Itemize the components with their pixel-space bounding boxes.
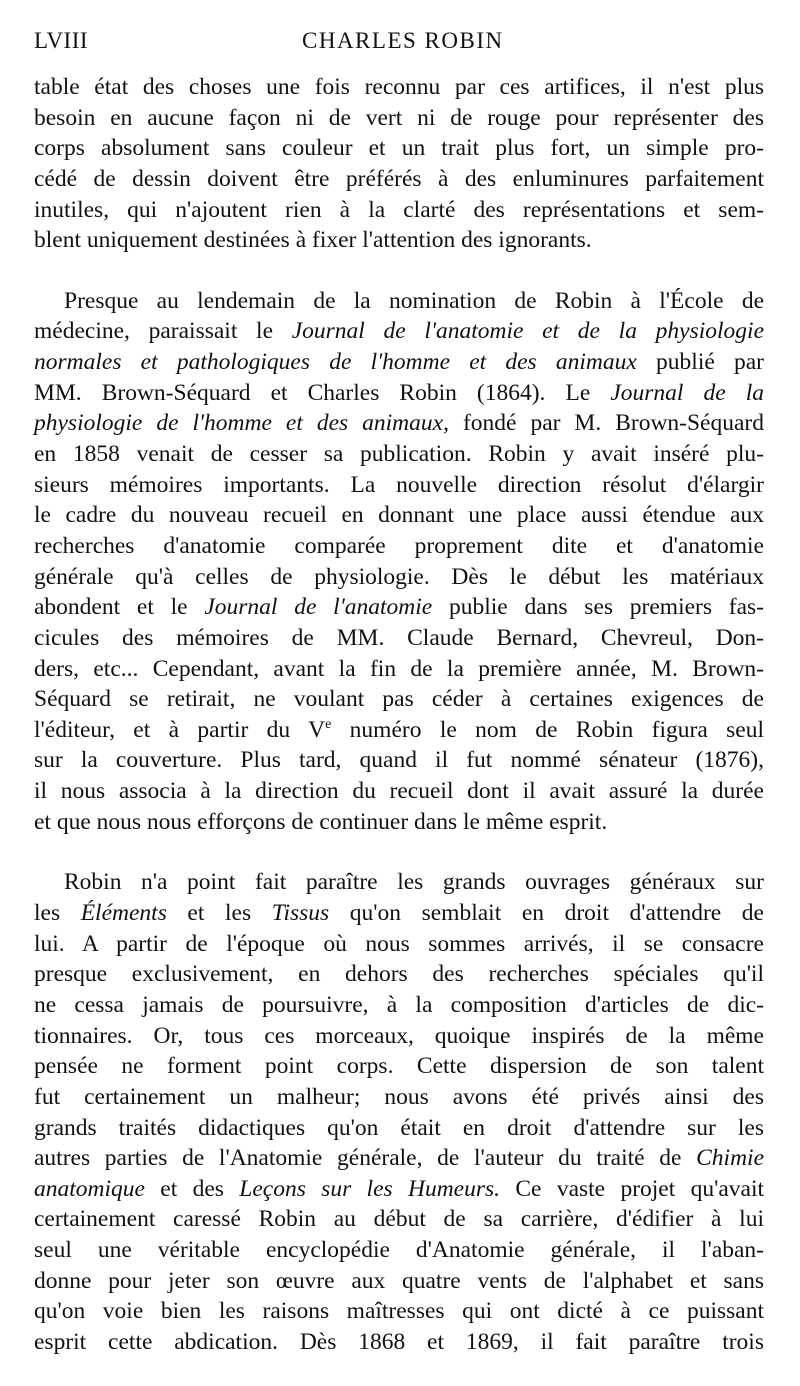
italic-text: Éléments	[80, 900, 167, 927]
text-segment: recherches d'anatomie comparée proprement dite et d'anatomie	[34, 532, 764, 559]
italic-text: normales et pathologiques de l'homme et des animaux	[34, 349, 637, 376]
text-line	[34, 867, 764, 898]
text-line	[34, 929, 764, 960]
text-segment: il nous associa à la direction du recueil dont il avait assuré la durée	[34, 778, 764, 805]
text-line	[34, 1296, 764, 1327]
text-segment: Séquard se retirait, ne voulant pas céder à certaines exigences de	[34, 686, 764, 713]
text-line	[34, 990, 764, 1021]
text-segment: esprit cette abdication. Dès 1868 et 1869, il fait paraître trois	[34, 1328, 764, 1355]
text-segment: le cadre du nouveau recueil en donnant une place aussi étendue aux	[34, 502, 764, 529]
text-line	[34, 1235, 764, 1266]
text-segment: les	[34, 900, 81, 927]
paragraph	[34, 286, 764, 838]
text-line	[34, 684, 764, 715]
text-line	[34, 439, 764, 470]
text-line	[34, 531, 764, 562]
text-line	[34, 225, 764, 256]
text-line	[34, 807, 764, 838]
italic-text: physiologie de l'homme et des animaux,	[34, 410, 449, 437]
text-segment: abondent et le	[34, 594, 205, 621]
text-segment: cédé de dessin doivent être préférés à des enluminures parfaitement	[34, 165, 764, 192]
text-segment: Robin n'a point fait paraître les grands ouvrages généraux sur	[64, 869, 764, 896]
page-header	[34, 28, 760, 64]
text-line	[34, 562, 764, 593]
paragraph	[34, 867, 764, 1357]
text-line	[34, 133, 764, 164]
text-segment: générale qu'à celles de physiologie. Dès le début les matériaux	[34, 563, 764, 590]
text-line	[34, 72, 764, 103]
text-segment: ders, etc... Cependant, avant la fin de la première année, M. Brown-	[34, 655, 764, 682]
italic-text: Tissus	[271, 900, 330, 927]
text-segment: et les	[166, 900, 272, 927]
italic-text: Leçons sur les Humeurs.	[239, 1175, 501, 1202]
text-line	[34, 1082, 764, 1113]
text-segment: inutiles, qui n'ajoutent rien à la clarté des représentations et sem-	[34, 196, 764, 223]
text-line	[34, 715, 764, 746]
text-line	[34, 347, 764, 378]
text-line	[34, 592, 764, 623]
text-line	[34, 1113, 764, 1144]
text-segment: table état des choses une fois reconnu par ces artifices, il n'est plus	[34, 74, 764, 100]
text-segment: tionnaires. Or, tous ces morceaux, quoique inspirés de la même	[34, 1022, 764, 1049]
text-segment: publie dans ses premiers fas-	[432, 594, 764, 621]
text-segment: corps absolument sans couleur et un trait plus fort, un simple pro-	[34, 135, 764, 162]
text-segment: presque exclusivement, en dehors des recherches spéciales qu'il	[34, 961, 764, 988]
text-segment: blent uniquement destinées à fixer l'attention des ignorants.	[34, 227, 592, 254]
text-segment: besoin en aucune façon ni de vert ni de rouge pour représenter des	[34, 104, 764, 131]
text-segment: lui. A partir de l'époque où nous sommes arrivés, il se consacre	[34, 930, 764, 957]
italic-text: Journal de l'anatomie et de la physiologie	[291, 318, 764, 345]
superscript-text: e	[325, 716, 332, 732]
text-line	[34, 195, 764, 226]
text-segment: ne cessa jamais de poursuivre, à la composition d'articles de dic-	[34, 991, 764, 1018]
italic-text: Journal de la	[610, 379, 764, 406]
text-line	[34, 959, 764, 990]
running-head: CHARLES ROBIN	[302, 28, 504, 53]
text-line	[34, 470, 764, 501]
text-segment: cicules des mémoires de MM. Claude Bernard, Chevreul, Don-	[34, 624, 764, 651]
body-text	[34, 72, 764, 1358]
text-segment: Presque au lendemain de la nomination de Robin à l'École de	[64, 287, 764, 314]
text-segment: autres parties de l'Anatomie générale, de l'auteur du traité de	[34, 1145, 697, 1172]
text-segment: en 1858 venait de cesser sa publication. Robin y avait inséré plu-	[34, 441, 764, 468]
paragraph	[34, 72, 764, 256]
text-segment: donne pour jeter son œuvre aux quatre vents de l'alphabet et sans	[34, 1267, 764, 1294]
text-line	[34, 408, 764, 439]
text-segment: et que nous nous efforçons de continuer dans le même esprit.	[34, 808, 608, 835]
text-line	[34, 378, 764, 409]
text-line	[34, 654, 764, 685]
text-segment: médecine, paraissait le	[34, 318, 292, 345]
text-line	[34, 103, 764, 134]
italic-text: Chimie	[696, 1145, 764, 1172]
text-line	[34, 1204, 764, 1235]
text-segment: certainement caressé Robin au début de sa carrière, d'édifier à lui	[34, 1206, 764, 1233]
text-line	[34, 1143, 764, 1174]
italic-text: anatomique	[34, 1175, 145, 1202]
text-line	[34, 745, 764, 776]
text-segment: l'éditeur, et à partir du V	[34, 716, 326, 743]
text-segment: qu'on semblait en droit d'attendre de	[329, 900, 764, 927]
text-segment: seul une véritable encyclopédie d'Anatomie générale, il l'aban-	[34, 1237, 764, 1264]
text-line	[34, 898, 764, 929]
text-segment: grands traités didactiques qu'on était en droit d'attendre sur les	[34, 1114, 764, 1141]
text-line	[34, 164, 764, 195]
text-segment: qu'on voie bien les raisons maîtresses qui ont dicté à ce puissant	[34, 1298, 764, 1325]
text-segment: Ce vaste projet qu'avait	[500, 1175, 764, 1202]
text-line	[34, 316, 764, 347]
text-segment: fondé par M. Brown-Séquard	[448, 410, 764, 437]
text-line	[34, 1021, 764, 1052]
text-segment: et des	[144, 1175, 240, 1202]
text-line	[34, 500, 764, 531]
text-line	[34, 776, 764, 807]
text-line	[34, 623, 764, 654]
italic-text: Journal de l'anatomie	[204, 594, 433, 621]
text-segment: fut certainement un malheur; nous avons été privés ainsi des	[34, 1083, 764, 1110]
text-segment: MM. Brown-Séquard et Charles Robin (1864). Le	[34, 379, 611, 406]
page-number: LVIII	[34, 28, 89, 53]
text-segment: sur la couverture. Plus tard, quand il fut nommé sénateur (1876),	[34, 747, 764, 774]
text-line	[34, 286, 764, 317]
text-segment: pensée ne forment point corps. Cette dispersion de son talent	[34, 1053, 764, 1080]
text-line	[34, 1051, 764, 1082]
text-segment: numéro le nom de Robin figura seul	[331, 716, 764, 743]
text-line	[34, 1174, 764, 1205]
text-line	[34, 1266, 764, 1297]
text-segment: publié par	[636, 349, 764, 376]
text-segment: sieurs mémoires importants. La nouvelle direction résolut d'élargir	[34, 471, 764, 498]
text-line	[34, 1327, 764, 1358]
